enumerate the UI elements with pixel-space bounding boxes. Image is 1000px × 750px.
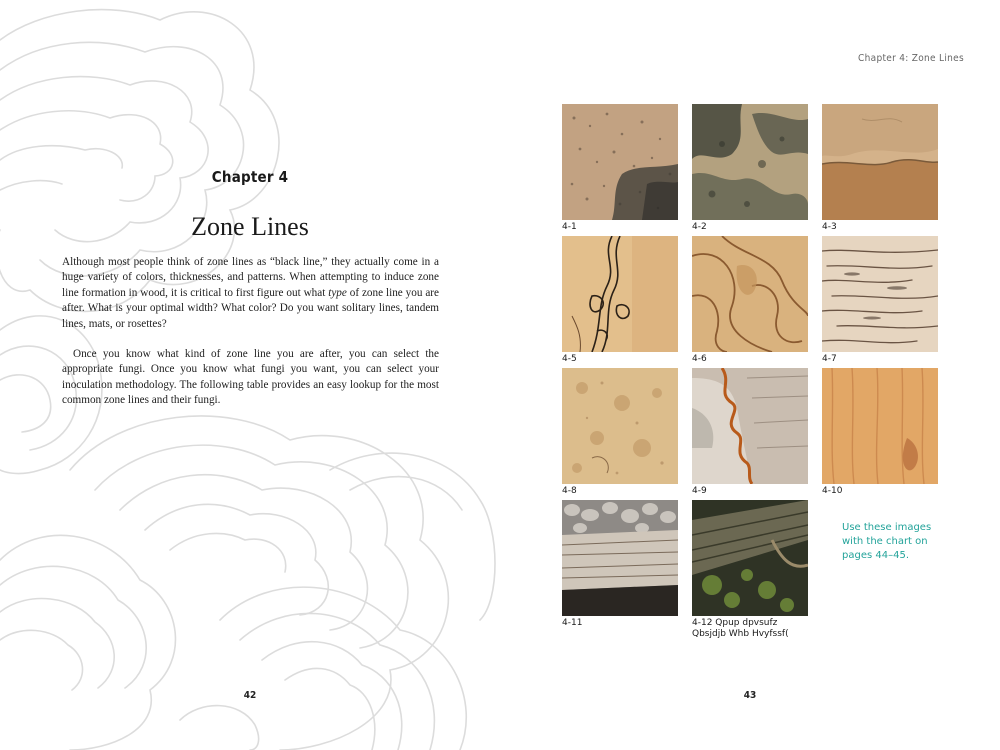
figure-4-10-caption: 4-10 [822,486,843,496]
body-text [62,255,439,409]
figure-4-7-image [822,236,938,352]
figure-4-2-image [692,104,808,220]
figure-4-12-caption: 4-12 Qpup dpvsufz Qbsjdjb Whb Hvyfssf( [692,618,789,639]
figure-4-9-caption: 4-9 [692,486,707,496]
figure-4-1-image [562,104,678,220]
page-number-right: 43 [743,690,757,701]
figure-4-10-image [822,368,938,484]
figure-4-5-caption: 4-5 [562,354,577,364]
figure-4-1-caption: 4-1 [562,222,577,232]
figure-4-3-image [822,104,938,220]
paragraph-1-part-b: of zone line you are after. What is your optimal width? What color? Do you want solitary lines, tandem lines, mats, or rosettes? [62,286,439,330]
chapter-label: Chapter 4 [211,168,289,186]
figure-4-3-caption: 4-3 [822,222,837,232]
figure-4-2-caption: 4-2 [692,222,707,232]
figure-4-5-image [562,236,678,352]
paragraph-1 [62,255,439,332]
chapter-title: Zone Lines [191,212,309,241]
paragraph-1-emphasis: type [328,286,347,299]
figure-4-9-image [692,368,808,484]
chart-reference-note: Use these images with the chart on pages 44–45. [842,522,932,561]
running-head: Chapter 4: Zone Lines [858,53,964,64]
figure-4-11-image [562,500,678,616]
page-number-left: 42 [243,690,257,701]
figure-4-8-caption: 4-8 [562,486,577,496]
figure-4-11-caption: 4-11 [562,618,583,628]
figure-4-6-image [692,236,808,352]
figure-4-6-caption: 4-6 [692,354,707,364]
figure-4-8-image [562,368,678,484]
paragraph-1-part-a: Although most people think of zone lines as “black line,” they actually come in a huge variety of colors, thicknesses, and patterns. When attempting to induce zone line formation in wood, it is critical to first figure out what [62,256,439,299]
figure-4-12-image [692,500,808,616]
paragraph-2: Once you know what kind of zone line you are after, you can select the appropriate fungi. Once you know what fungi you want, you can select your inoculation methodology. The following table provides an easy lookup for the most common zone lines and their fungi. [62,348,439,407]
figure-4-7-caption: 4-7 [822,354,837,364]
